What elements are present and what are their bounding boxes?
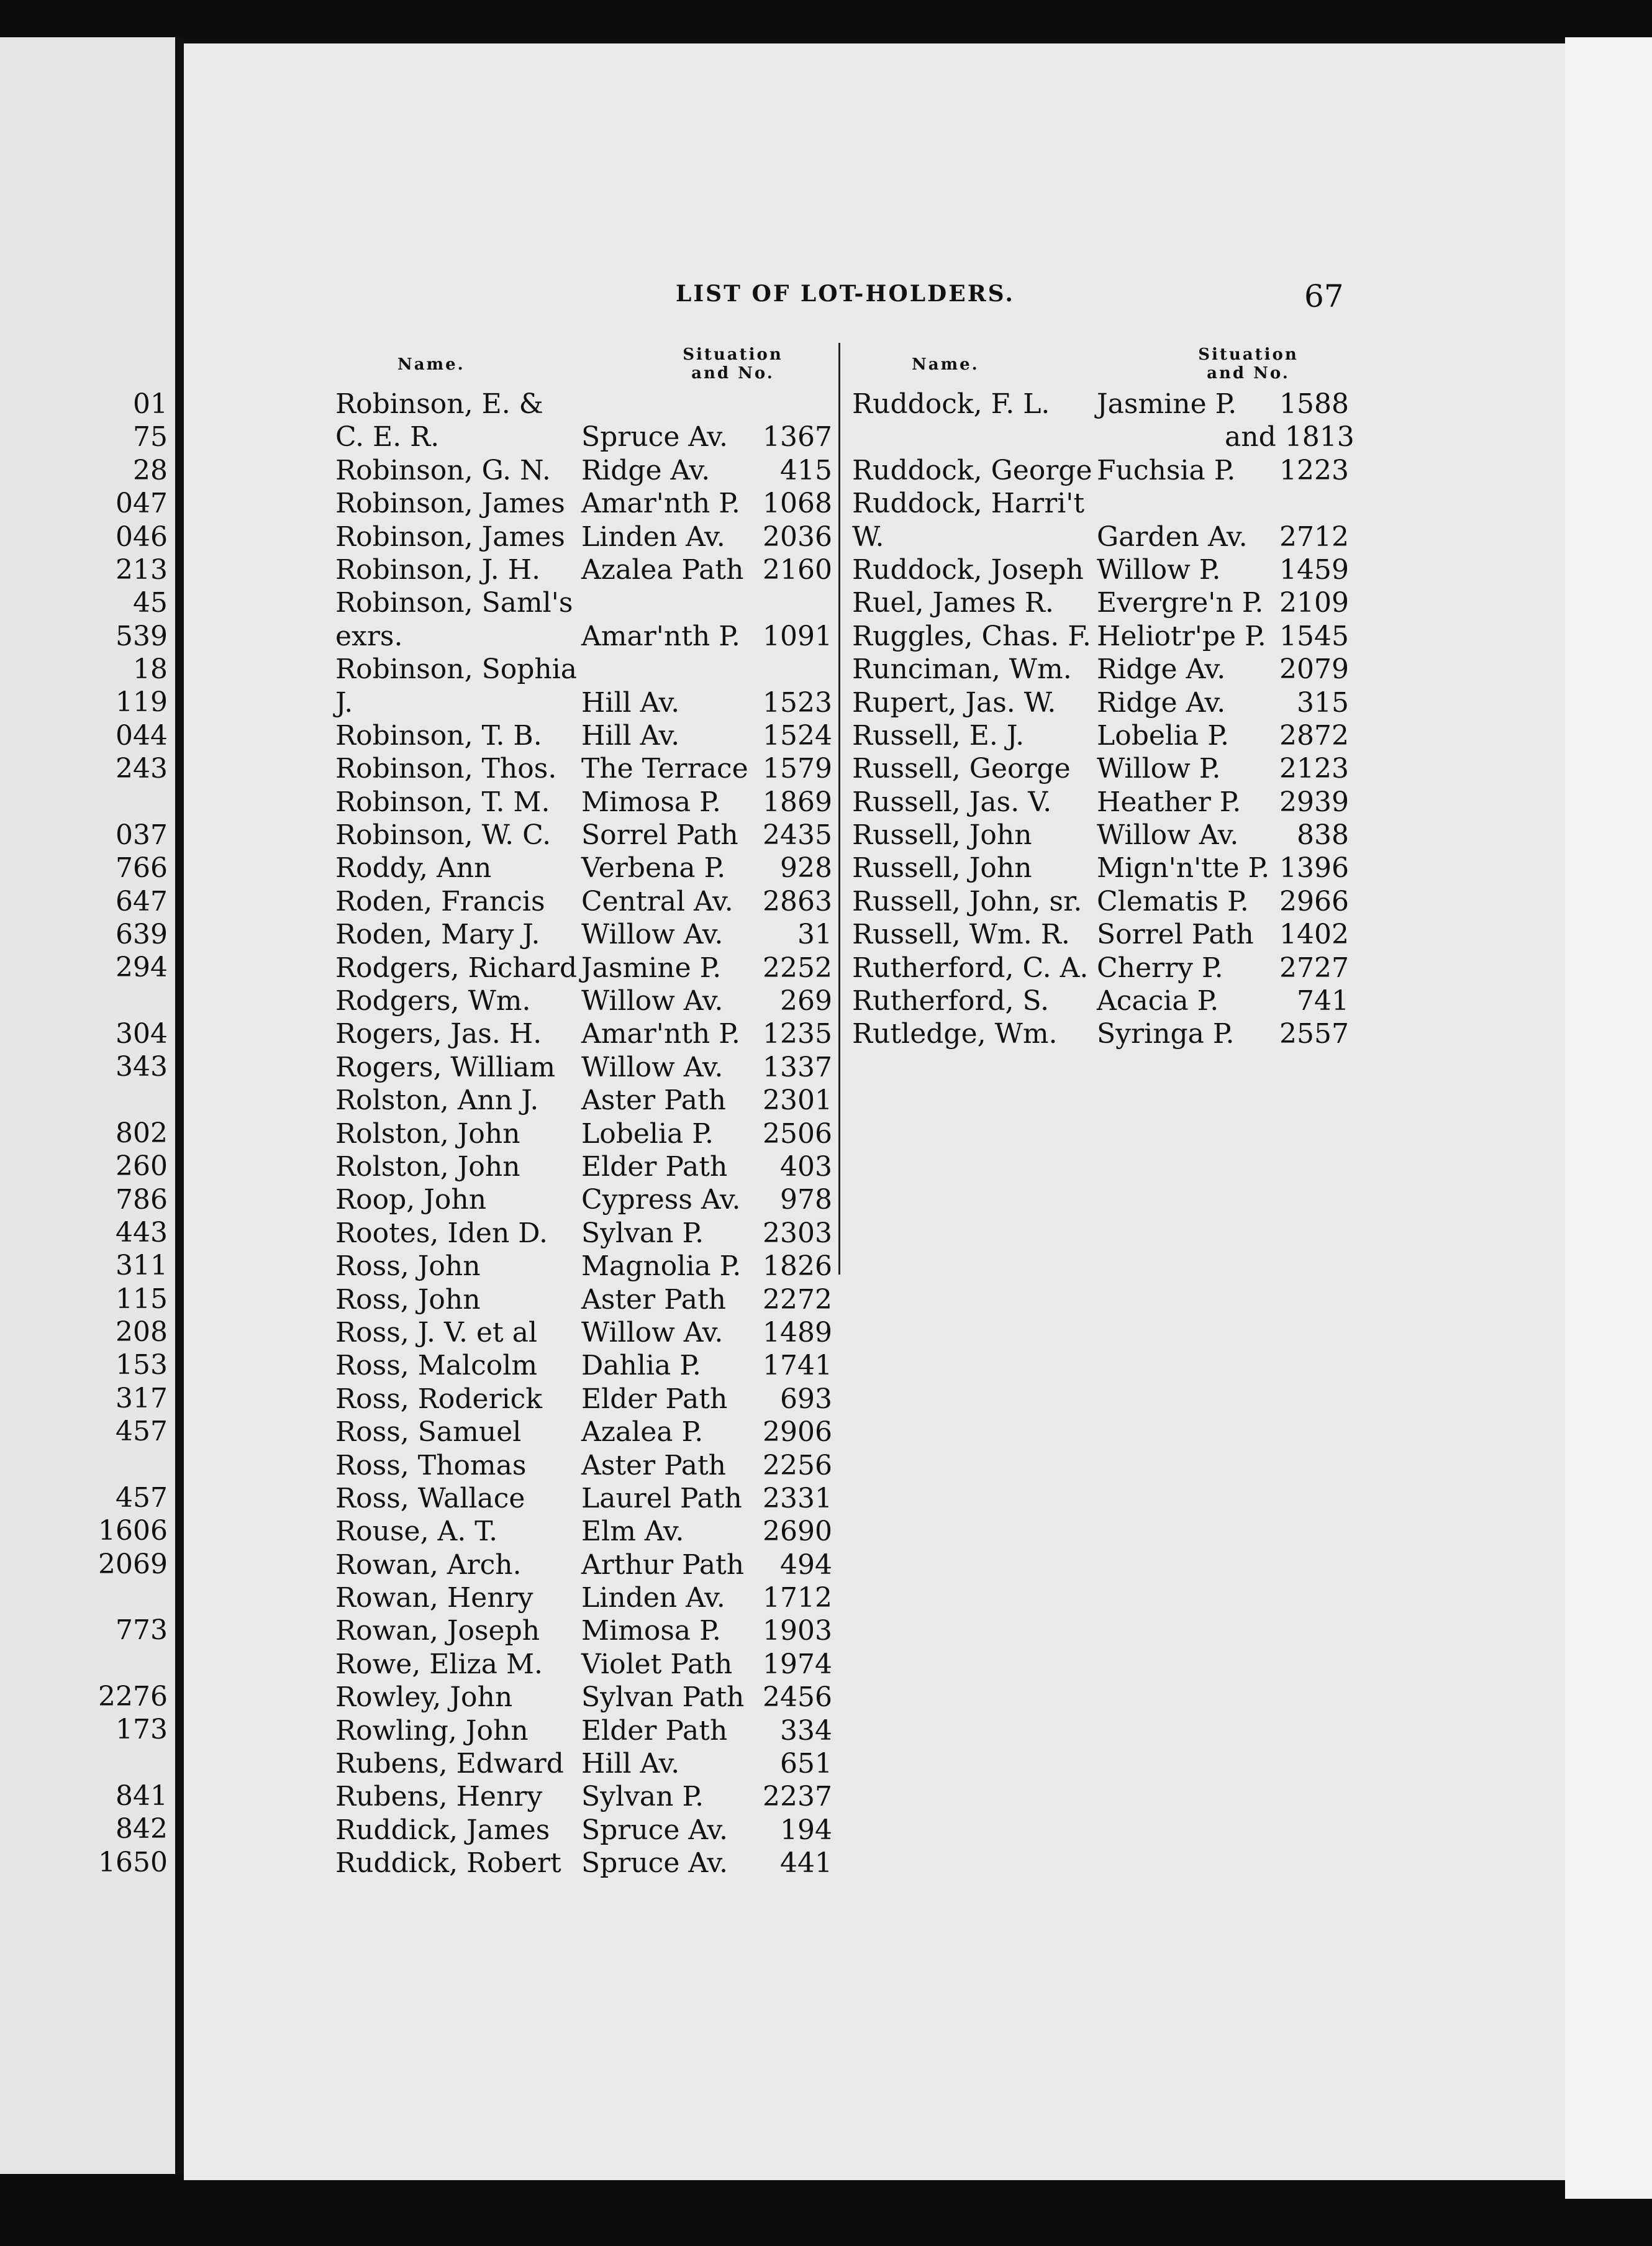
previous-page-fragment: 1650	[98, 1847, 168, 1878]
entry-name: Rubens, Edward	[335, 1748, 564, 1780]
previous-page-fragment: 647	[116, 886, 168, 917]
list-item	[852, 819, 1349, 852]
entry-number: 315	[1297, 686, 1349, 719]
entry-name: Robinson, Thos.	[335, 753, 557, 785]
list-item	[335, 984, 832, 1017]
entry-number: 2872	[1279, 719, 1349, 752]
entry-situation: Willow P.	[1097, 553, 1221, 586]
entry-name: Robinson, Saml's	[335, 587, 573, 619]
entry-number: 838	[1297, 819, 1349, 852]
list-item	[335, 852, 832, 884]
list-item	[335, 1814, 832, 1847]
entry-name: Russell, Jas. V.	[852, 786, 1052, 818]
list-item	[335, 586, 832, 619]
previous-page-fragment: 2276	[98, 1681, 168, 1712]
entry-name: Rutherford, S.	[852, 985, 1050, 1017]
list-item	[335, 1183, 832, 1216]
entry-number: 2252	[763, 952, 832, 984]
previous-page-fragment: 766	[116, 852, 168, 884]
previous-page-fragment: 01	[133, 388, 168, 420]
entry-situation: Clematis P.	[1097, 885, 1249, 917]
previous-page-fragment: 311	[116, 1250, 168, 1281]
right-entry-list	[852, 388, 1355, 1051]
entry-name: Ross, Samuel	[335, 1416, 522, 1448]
list-item	[335, 1283, 832, 1316]
entry-number: 2079	[1279, 653, 1349, 686]
column-divider	[838, 343, 840, 1275]
list-item	[335, 952, 832, 984]
list-item	[852, 686, 1349, 719]
previous-page-fragment: 294	[116, 952, 168, 983]
list-item	[852, 487, 1349, 520]
entry-number: 2256	[763, 1449, 832, 1481]
entry-number: 2123	[1279, 753, 1349, 785]
list-item	[335, 1681, 832, 1714]
entry-name: Rodgers, Wm.	[335, 985, 531, 1017]
list-item	[852, 952, 1349, 984]
previous-page-fragment: 044	[116, 720, 168, 752]
entry-number: 2109	[1279, 587, 1349, 619]
entry-name: Robinson, James	[335, 488, 565, 520]
list-item	[335, 885, 832, 918]
entry-number: 1337	[763, 1051, 832, 1083]
previous-page-fragment: 539	[116, 621, 168, 652]
entry-situation: Willow P.	[1097, 753, 1221, 785]
left-situation-header: Situation and No.	[683, 345, 783, 383]
entry-situation: Jasmine P.	[581, 952, 722, 984]
entry-situation: Sorrel Path	[1097, 919, 1254, 951]
entry-number: 334	[780, 1714, 832, 1747]
entry-number: 1068	[763, 488, 832, 520]
list-item	[335, 1217, 832, 1250]
entry-name: Roden, Mary J.	[335, 919, 540, 951]
previous-page-fragment: 773	[116, 1614, 168, 1646]
entry-name: Ross, Wallace	[335, 1482, 525, 1514]
list-item	[852, 1017, 1349, 1050]
list-item	[335, 1581, 832, 1614]
list-item	[335, 1051, 832, 1084]
entry-name: Roop, John	[335, 1184, 487, 1216]
entry-name: Ruddock, Harri't	[852, 488, 1085, 520]
entry-number: 1489	[763, 1316, 832, 1348]
entry-situation: Mimosa P.	[581, 786, 721, 818]
entry-situation: Elder Path	[581, 1383, 728, 1415]
list-item	[335, 421, 832, 453]
entry-situation: Elm Av.	[581, 1516, 684, 1548]
entry-situation: Arthur Path	[581, 1548, 745, 1581]
entry-situation: Verbena P.	[581, 852, 726, 884]
list-item	[335, 686, 832, 719]
entry-number: 1235	[763, 1018, 832, 1050]
entry-situation: Cypress Av.	[581, 1184, 741, 1216]
entry-situation: Laurel Path	[581, 1482, 742, 1514]
entry-situation: Sylvan Path	[581, 1681, 745, 1714]
entry-name: Ruggles, Chas. F.	[852, 620, 1091, 652]
list-item	[335, 1349, 832, 1382]
previous-page-fragment: 75	[133, 421, 168, 453]
entry-name: Rowling, John	[335, 1714, 529, 1747]
list-item	[852, 521, 1349, 553]
list-item	[852, 388, 1349, 421]
entry-situation: Mimosa P.	[581, 1615, 721, 1647]
entry-situation: Amar'nth P.	[581, 488, 740, 520]
entry-number: 2712	[1279, 521, 1349, 553]
entry-number: 928	[780, 852, 832, 884]
entry-number: 2435	[763, 819, 832, 852]
entry-number: 1712	[763, 1582, 832, 1614]
previous-page-fragment: 457	[116, 1482, 168, 1514]
entry-name: Roddy, Ann	[335, 852, 492, 884]
entry-number: 2906	[763, 1416, 832, 1448]
previous-page-fragment: 639	[116, 919, 168, 950]
entry-situation: Sylvan P.	[581, 1217, 704, 1249]
list-item	[852, 852, 1349, 884]
entry-situation: Willow Av.	[581, 985, 724, 1017]
entry-name: Rolston, John	[335, 1150, 520, 1183]
list-item	[335, 1482, 832, 1515]
list-item	[335, 1515, 832, 1548]
entry-situation: Aster Path	[581, 1449, 726, 1481]
entry-name: Rutherford, C. A.	[852, 952, 1089, 984]
entry-name: Ruddock, Joseph	[852, 553, 1084, 586]
entry-name: Robinson, E. &	[335, 388, 543, 420]
entry-situation: Elder Path	[581, 1714, 728, 1747]
list-item	[335, 1548, 832, 1581]
entry-number: 1974	[763, 1648, 832, 1680]
entry-number: 1459	[1279, 553, 1349, 586]
previous-page-fragment: 842	[116, 1813, 168, 1845]
entry-name: Ross, Thomas	[335, 1449, 527, 1481]
list-item	[335, 1084, 832, 1117]
entry-situation: Linden Av.	[581, 521, 725, 553]
list-item	[852, 454, 1349, 487]
entry-situation: Garden Av.	[1097, 521, 1248, 553]
entry-number: 1523	[763, 686, 832, 719]
previous-page-fragment: 317	[116, 1383, 168, 1414]
previous-page-fragment: 243	[116, 753, 168, 784]
list-item	[335, 653, 832, 686]
list-item	[335, 1614, 832, 1647]
entry-name: Ross, Roderick	[335, 1383, 542, 1415]
list-item	[335, 1747, 832, 1780]
entry-situation: Cherry P.	[1097, 952, 1223, 984]
entry-number: 1869	[763, 786, 832, 818]
previous-page-fragment: 343	[116, 1051, 168, 1083]
entry-situation: Amar'nth P.	[581, 1018, 740, 1050]
entry-number: 2301	[763, 1084, 832, 1117]
entry-number: 1524	[763, 719, 832, 752]
entry-name: Russell, John	[852, 852, 1032, 884]
entry-name: Rupert, Jas. W.	[852, 686, 1056, 719]
previous-page-fragment: 2069	[98, 1548, 168, 1580]
entry-name: Roden, Francis	[335, 885, 545, 917]
entry-situation: Amar'nth P.	[581, 620, 740, 652]
list-item	[335, 1017, 832, 1050]
entry-number: 2727	[1279, 952, 1349, 984]
entry-name: Russell, E. J.	[852, 719, 1025, 752]
entry-number: 2331	[763, 1482, 832, 1514]
entry-name: Ross, John	[335, 1250, 481, 1283]
entry-situation: Syringa P.	[1097, 1018, 1235, 1050]
entry-name: Russell, John, sr.	[852, 885, 1082, 917]
page-number: 67	[1304, 278, 1344, 314]
list-item	[335, 454, 832, 487]
entry-number: 494	[780, 1548, 832, 1581]
entry-situation: Ridge Av.	[1097, 686, 1226, 719]
entry-name: Russell, George	[852, 753, 1071, 785]
entry-number: 1826	[763, 1250, 832, 1283]
list-item	[335, 1780, 832, 1813]
entry-situation: Aster Path	[581, 1283, 726, 1316]
entry-number: 741	[1297, 985, 1349, 1017]
entry-situation: Ridge Av.	[1097, 653, 1226, 686]
previous-page-fragment: 047	[116, 488, 168, 519]
entry-situation: Dahlia P.	[581, 1350, 701, 1382]
entry-number: 1367	[763, 421, 832, 453]
entry-number: 2506	[763, 1117, 832, 1150]
entry-situation: Azalea Path	[581, 553, 744, 586]
entry-name: Rootes, Iden D.	[335, 1217, 548, 1249]
list-item	[852, 984, 1349, 1017]
entry-situation: Evergre'n P.	[1097, 587, 1264, 619]
entry-name: Rouse, A. T.	[335, 1516, 498, 1548]
entry-name: Russell, John	[852, 819, 1032, 852]
list-item	[335, 1648, 832, 1681]
entry-number: 415	[780, 454, 832, 486]
entry-name: Robinson, W. C.	[335, 819, 551, 852]
list-item	[335, 719, 832, 752]
entry-situation: Magnolia P.	[581, 1250, 742, 1283]
list-item	[852, 786, 1349, 819]
entry-situation: Aster Path	[581, 1084, 726, 1117]
list-item	[335, 388, 832, 421]
entry-name: J.	[335, 686, 353, 719]
entry-name: Ruddock, F. L.	[852, 388, 1050, 420]
entry-number: 2303	[763, 1217, 832, 1249]
entry-name: W.	[852, 521, 884, 553]
previous-page-fragment: 28	[133, 455, 168, 486]
entry-number: 31	[797, 919, 832, 951]
entry-situation: Willow Av.	[581, 919, 724, 951]
list-item	[335, 553, 832, 586]
entry-name: Rubens, Henry	[335, 1781, 543, 1813]
right-name-header: Name.	[912, 355, 979, 374]
entry-name: C. E. R.	[335, 421, 440, 453]
entry-number: and 1813	[1225, 421, 1355, 453]
entry-number: 403	[780, 1150, 832, 1183]
entry-number: 269	[780, 985, 832, 1017]
entry-name: Ruel, James R.	[852, 587, 1054, 619]
book-gutter	[175, 37, 184, 2174]
list-item	[852, 586, 1349, 619]
list-item	[335, 620, 832, 653]
list-item	[335, 1250, 832, 1283]
entry-number: 1545	[1279, 620, 1349, 652]
entry-situation: Sorrel Path	[581, 819, 738, 852]
entry-name: Rodgers, Richard	[335, 952, 578, 984]
previous-page-fragment: 115	[116, 1283, 168, 1315]
entry-name: Rolston, John	[335, 1117, 520, 1150]
entry-name: Ross, John	[335, 1283, 481, 1316]
entry-situation: Hill Av.	[581, 719, 680, 752]
page-title: LIST OF LOT-HOLDERS.	[676, 281, 1015, 307]
entry-number: 693	[780, 1383, 832, 1415]
entry-name: Rogers, William	[335, 1051, 556, 1083]
entry-situation: Linden Av.	[581, 1582, 725, 1614]
previous-page-fragment: 841	[116, 1780, 168, 1812]
entry-name: Rolston, Ann J.	[335, 1084, 539, 1117]
previous-page-fragment: 153	[116, 1349, 168, 1381]
entry-number: 1396	[1279, 852, 1349, 884]
entry-situation: Violet Path	[581, 1648, 733, 1680]
list-item	[335, 487, 832, 520]
entry-number: 2939	[1279, 786, 1349, 818]
list-item	[852, 653, 1349, 686]
entry-situation: Willow Av.	[581, 1051, 724, 1083]
list-item	[335, 1714, 832, 1747]
entry-number: 1741	[763, 1350, 832, 1382]
entry-number: 2863	[763, 885, 832, 917]
previous-page-fragment: 45	[133, 587, 168, 619]
list-item	[335, 1383, 832, 1416]
entry-situation: Spruce Av.	[581, 1814, 728, 1846]
list-item	[335, 819, 832, 852]
entry-name: Rowe, Eliza M.	[335, 1648, 543, 1680]
entry-name: Ruddock, George	[852, 454, 1092, 486]
page-edge	[1565, 37, 1652, 2199]
entry-name: Rowan, Arch.	[335, 1548, 522, 1581]
previous-page-fragment: 786	[116, 1184, 168, 1216]
right-situation-header: Situation and No.	[1198, 345, 1299, 383]
entry-situation: Elder Path	[581, 1150, 728, 1183]
entry-name: Robinson, T. B.	[335, 719, 542, 752]
left-entry-list	[335, 388, 832, 1880]
entry-number: 441	[780, 1847, 832, 1880]
list-item	[335, 521, 832, 553]
entry-name: Rutledge, Wm.	[852, 1018, 1058, 1050]
list-item	[852, 918, 1349, 951]
entry-name: Ross, J. V. et al	[335, 1316, 538, 1348]
entry-situation: Ridge Av.	[581, 454, 710, 486]
entry-name: Rogers, Jas. H.	[335, 1018, 542, 1050]
list-item	[852, 620, 1349, 653]
previous-page-fragment: 213	[116, 554, 168, 586]
previous-page-fragment: 046	[116, 521, 168, 553]
entry-name: Ross, Malcolm	[335, 1350, 538, 1382]
previous-page-fragment: 802	[116, 1117, 168, 1149]
list-item	[335, 752, 832, 785]
list-item	[852, 719, 1349, 752]
list-item	[335, 918, 832, 951]
entry-number: 651	[780, 1748, 832, 1780]
list-item	[335, 786, 832, 819]
entry-situation: Sylvan P.	[581, 1781, 704, 1813]
previous-page-fragment: 18	[133, 653, 168, 685]
entry-name: Robinson, James	[335, 521, 565, 553]
entry-situation: Mign'n'tte P.	[1097, 852, 1270, 884]
entry-number: 2557	[1279, 1018, 1349, 1050]
entry-number: 2690	[763, 1516, 832, 1548]
list-item	[852, 885, 1349, 918]
entry-name: Rowan, Joseph	[335, 1615, 540, 1647]
entry-name: Robinson, G. N.	[335, 454, 551, 486]
entry-situation: Willow Av.	[1097, 819, 1239, 852]
entry-number: 978	[780, 1184, 832, 1216]
entry-situation: Heather P.	[1097, 786, 1241, 818]
entry-situation: Jasmine P.	[1097, 388, 1237, 420]
entry-situation: Hill Av.	[581, 686, 680, 719]
previous-page-fragment: 037	[116, 819, 168, 851]
entry-name: Rowan, Henry	[335, 1582, 533, 1614]
entry-number: 2160	[763, 553, 832, 586]
entry-situation: Azalea P.	[581, 1416, 704, 1448]
previous-page-fragment: 260	[116, 1150, 168, 1182]
previous-page-fragment: 119	[116, 686, 168, 718]
entry-situation: Central Av.	[581, 885, 733, 917]
entry-situation: The Terrace	[581, 753, 748, 785]
entry-name: Robinson, Sophia	[335, 653, 578, 686]
entry-number: 2966	[1279, 885, 1349, 917]
entry-number: 1579	[763, 753, 832, 785]
entry-name: Robinson, J. H.	[335, 553, 541, 586]
entry-number: 2272	[763, 1283, 832, 1316]
previous-page-fragment: 173	[116, 1714, 168, 1745]
entry-name: Ruddick, James	[335, 1814, 550, 1846]
entry-situation: Fuchsia P.	[1097, 454, 1236, 486]
previous-page-fragment: 1606	[98, 1515, 168, 1547]
entry-number: 1091	[763, 620, 832, 652]
list-item	[335, 1150, 832, 1183]
list-item	[335, 1316, 832, 1349]
entry-number: 2456	[763, 1681, 832, 1714]
entry-situation: Spruce Av.	[581, 1847, 728, 1880]
previous-page-fragment: 208	[116, 1316, 168, 1348]
entry-situation: Willow Av.	[581, 1316, 724, 1348]
entry-number: 1903	[763, 1615, 832, 1647]
list-item	[852, 421, 1355, 453]
entry-name: Rowley, John	[335, 1681, 513, 1714]
entry-name: Ruddick, Robert	[335, 1847, 561, 1880]
entry-situation: Lobelia P.	[581, 1117, 714, 1150]
entry-situation: Heliotr'pe P.	[1097, 620, 1266, 652]
entry-name: Russell, Wm. R.	[852, 919, 1070, 951]
previous-page-fragment: 443	[116, 1217, 168, 1248]
list-item	[335, 1847, 832, 1880]
entry-name: Runciman, Wm.	[852, 653, 1072, 686]
entry-situation: Spruce Av.	[581, 421, 728, 453]
list-item	[335, 1416, 832, 1448]
list-item	[852, 752, 1349, 785]
previous-page-fragment: 304	[116, 1018, 168, 1050]
list-item	[852, 553, 1349, 586]
previous-page-fragment: 457	[116, 1416, 168, 1447]
entry-number: 2036	[763, 521, 832, 553]
entry-number: 1223	[1279, 454, 1349, 486]
entry-name: exrs.	[335, 620, 403, 652]
entry-situation: Acacia P.	[1097, 985, 1219, 1017]
left-name-header: Name.	[397, 355, 465, 374]
entry-number: 1402	[1279, 919, 1349, 951]
entry-situation: Hill Av.	[581, 1748, 680, 1780]
list-item	[335, 1117, 832, 1150]
entry-number: 1588	[1279, 388, 1349, 420]
entry-name: Robinson, T. M.	[335, 786, 550, 818]
entry-situation: Lobelia P.	[1097, 719, 1229, 752]
entry-number: 194	[780, 1814, 832, 1846]
list-item	[335, 1449, 832, 1482]
entry-number: 2237	[763, 1781, 832, 1813]
